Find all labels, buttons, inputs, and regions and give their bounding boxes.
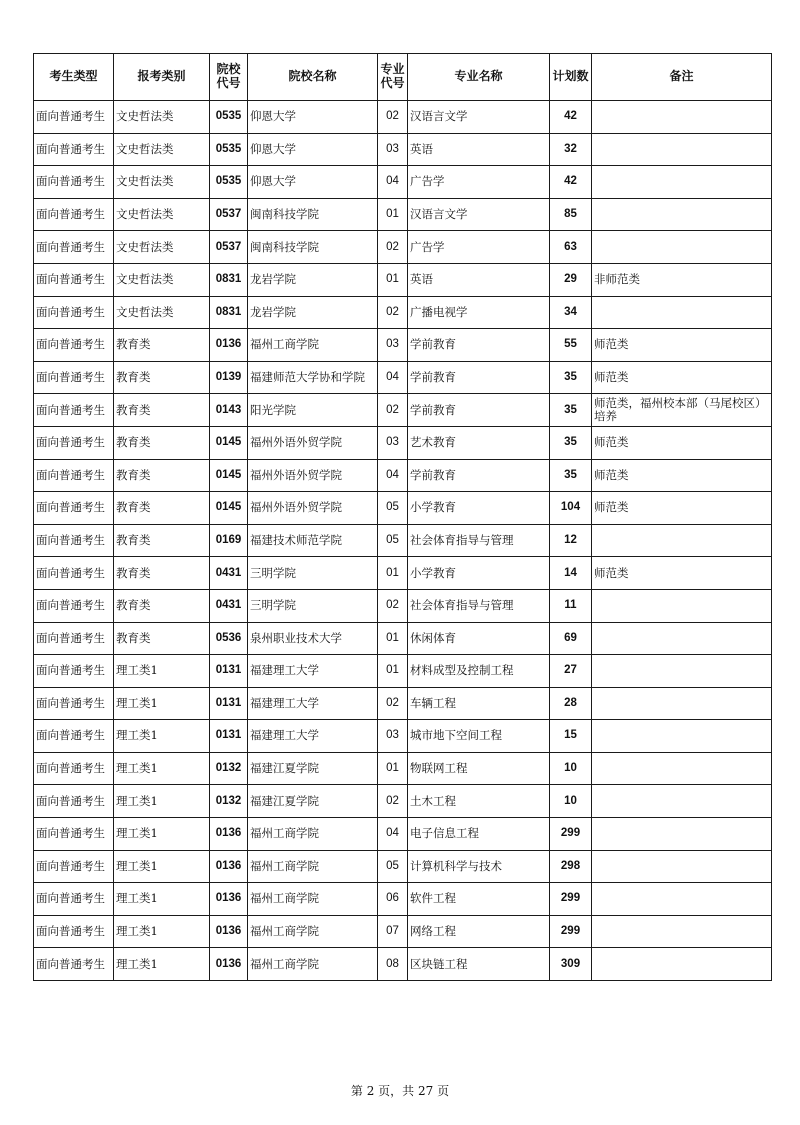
major-code-cell: 02 <box>378 394 408 427</box>
note-cell <box>592 231 772 264</box>
major-code-cell: 05 <box>378 850 408 883</box>
note-cell: 师范类 <box>592 459 772 492</box>
header-major-name: 专业名称 <box>408 54 550 101</box>
table-row <box>34 329 772 362</box>
school-name-cell: 三明学院 <box>248 589 378 622</box>
school-name-cell: 福州工商学院 <box>248 948 378 981</box>
note-cell <box>592 296 772 329</box>
major-code-cell: 03 <box>378 133 408 166</box>
exam-category-cell: 理工类1 <box>114 655 210 688</box>
table-row <box>34 263 772 296</box>
plan-count-cell: 35 <box>550 361 592 394</box>
student-type-cell: 面向普通考生 <box>34 361 114 394</box>
major-code-cell: 05 <box>378 524 408 557</box>
major-code-cell: 04 <box>378 361 408 394</box>
student-type-cell: 面向普通考生 <box>34 883 114 916</box>
table-row <box>34 915 772 948</box>
student-type-cell: 面向普通考生 <box>34 850 114 883</box>
plan-count-cell: 10 <box>550 752 592 785</box>
major-name-cell: 城市地下空间工程 <box>408 720 550 753</box>
header-plan: 计划数 <box>550 54 592 101</box>
major-code-cell: 04 <box>378 166 408 199</box>
plan-count-cell: 299 <box>550 915 592 948</box>
exam-category-cell: 教育类 <box>114 329 210 362</box>
student-type-cell: 面向普通考生 <box>34 720 114 753</box>
school-code-cell: 0136 <box>210 818 248 851</box>
note-cell <box>592 687 772 720</box>
plan-count-cell: 14 <box>550 557 592 590</box>
school-code-cell: 0139 <box>210 361 248 394</box>
note-cell: 师范类 <box>592 426 772 459</box>
school-name-cell: 福州外语外贸学院 <box>248 426 378 459</box>
major-code-cell: 02 <box>378 231 408 264</box>
note-cell <box>592 785 772 818</box>
exam-category-cell: 文史哲法类 <box>114 231 210 264</box>
exam-category-cell: 理工类1 <box>114 687 210 720</box>
school-code-cell: 0145 <box>210 426 248 459</box>
exam-category-cell: 文史哲法类 <box>114 263 210 296</box>
school-code-cell: 0131 <box>210 655 248 688</box>
table-body <box>34 101 772 981</box>
major-name-cell: 电子信息工程 <box>408 818 550 851</box>
school-name-cell: 福建理工大学 <box>248 687 378 720</box>
school-code-cell: 0431 <box>210 557 248 590</box>
school-code-cell: 0535 <box>210 101 248 134</box>
student-type-cell: 面向普通考生 <box>34 198 114 231</box>
student-type-cell: 面向普通考生 <box>34 166 114 199</box>
school-code-cell: 0132 <box>210 752 248 785</box>
header-school-name: 院校名称 <box>248 54 378 101</box>
plan-count-cell: 69 <box>550 622 592 655</box>
major-name-cell: 英语 <box>408 133 550 166</box>
school-name-cell: 福建理工大学 <box>248 720 378 753</box>
school-code-cell: 0431 <box>210 589 248 622</box>
note-cell <box>592 915 772 948</box>
student-type-cell: 面向普通考生 <box>34 948 114 981</box>
plan-count-cell: 35 <box>550 426 592 459</box>
student-type-cell: 面向普通考生 <box>34 915 114 948</box>
note-cell: 师范类 <box>592 329 772 362</box>
student-type-cell: 面向普通考生 <box>34 622 114 655</box>
header-row <box>34 54 772 101</box>
exam-category-cell: 教育类 <box>114 589 210 622</box>
plan-count-cell: 11 <box>550 589 592 622</box>
table-row <box>34 589 772 622</box>
school-name-cell: 仰恩大学 <box>248 133 378 166</box>
plan-count-cell: 299 <box>550 883 592 916</box>
plan-count-cell: 63 <box>550 231 592 264</box>
school-code-cell: 0145 <box>210 459 248 492</box>
major-code-cell: 02 <box>378 101 408 134</box>
header-exam-category: 报考类别 <box>114 54 210 101</box>
note-cell <box>592 101 772 134</box>
school-code-cell: 0536 <box>210 622 248 655</box>
major-name-cell: 小学教育 <box>408 492 550 525</box>
exam-category-cell: 文史哲法类 <box>114 166 210 199</box>
student-type-cell: 面向普通考生 <box>34 101 114 134</box>
major-code-cell: 04 <box>378 818 408 851</box>
note-cell: 非师范类 <box>592 263 772 296</box>
table-row <box>34 850 772 883</box>
school-code-cell: 0131 <box>210 687 248 720</box>
student-type-cell: 面向普通考生 <box>34 655 114 688</box>
note-cell <box>592 198 772 231</box>
exam-category-cell: 理工类1 <box>114 948 210 981</box>
exam-category-cell: 教育类 <box>114 622 210 655</box>
plan-count-cell: 35 <box>550 459 592 492</box>
exam-category-cell: 教育类 <box>114 394 210 427</box>
student-type-cell: 面向普通考生 <box>34 231 114 264</box>
school-code-cell: 0535 <box>210 133 248 166</box>
major-code-cell: 06 <box>378 883 408 916</box>
plan-count-cell: 35 <box>550 394 592 427</box>
major-name-cell: 广告学 <box>408 166 550 199</box>
table-row <box>34 557 772 590</box>
major-code-cell: 01 <box>378 622 408 655</box>
school-name-cell: 闽南科技学院 <box>248 198 378 231</box>
exam-category-cell: 理工类1 <box>114 785 210 818</box>
school-code-cell: 0136 <box>210 850 248 883</box>
plan-count-cell: 104 <box>550 492 592 525</box>
major-name-cell: 学前教育 <box>408 329 550 362</box>
table-row <box>34 948 772 981</box>
major-code-cell: 02 <box>378 589 408 622</box>
exam-category-cell: 理工类1 <box>114 818 210 851</box>
major-code-cell: 01 <box>378 198 408 231</box>
school-name-cell: 龙岩学院 <box>248 263 378 296</box>
table-row <box>34 296 772 329</box>
exam-category-cell: 理工类1 <box>114 915 210 948</box>
student-type-cell: 面向普通考生 <box>34 394 114 427</box>
exam-category-cell: 文史哲法类 <box>114 101 210 134</box>
school-name-cell: 福州外语外贸学院 <box>248 459 378 492</box>
major-code-cell: 01 <box>378 655 408 688</box>
school-name-cell: 福州工商学院 <box>248 883 378 916</box>
school-code-cell: 0131 <box>210 720 248 753</box>
table-row <box>34 101 772 134</box>
plan-count-cell: 32 <box>550 133 592 166</box>
note-cell <box>592 622 772 655</box>
note-cell <box>592 948 772 981</box>
note-cell: 师范类 <box>592 492 772 525</box>
school-name-cell: 泉州职业技术大学 <box>248 622 378 655</box>
school-name-cell: 闽南科技学院 <box>248 231 378 264</box>
major-code-cell: 01 <box>378 263 408 296</box>
note-cell <box>592 524 772 557</box>
student-type-cell: 面向普通考生 <box>34 687 114 720</box>
header-major-code: 专业代号 <box>378 54 408 101</box>
school-code-cell: 0145 <box>210 492 248 525</box>
major-name-cell: 材料成型及控制工程 <box>408 655 550 688</box>
table-row <box>34 361 772 394</box>
school-code-cell: 0169 <box>210 524 248 557</box>
major-code-cell: 03 <box>378 426 408 459</box>
major-code-cell: 04 <box>378 459 408 492</box>
major-code-cell: 07 <box>378 915 408 948</box>
major-code-cell: 03 <box>378 329 408 362</box>
school-name-cell: 福州工商学院 <box>248 329 378 362</box>
exam-category-cell: 理工类1 <box>114 720 210 753</box>
page-footer: 第 2 页，共 27 页 <box>350 1084 450 1098</box>
exam-category-cell: 理工类1 <box>114 752 210 785</box>
major-code-cell: 02 <box>378 687 408 720</box>
student-type-cell: 面向普通考生 <box>34 557 114 590</box>
plan-count-cell: 42 <box>550 166 592 199</box>
major-code-cell: 01 <box>378 752 408 785</box>
table-row <box>34 198 772 231</box>
plan-count-cell: 298 <box>550 850 592 883</box>
student-type-cell: 面向普通考生 <box>34 524 114 557</box>
major-name-cell: 汉语言文学 <box>408 198 550 231</box>
header-note: 备注 <box>592 54 772 101</box>
school-code-cell: 0831 <box>210 296 248 329</box>
exam-category-cell: 教育类 <box>114 524 210 557</box>
note-cell <box>592 589 772 622</box>
major-name-cell: 软件工程 <box>408 883 550 916</box>
school-name-cell: 福建江夏学院 <box>248 752 378 785</box>
school-name-cell: 福建技术师范学院 <box>248 524 378 557</box>
plan-count-cell: 55 <box>550 329 592 362</box>
student-type-cell: 面向普通考生 <box>34 263 114 296</box>
school-name-cell: 福建江夏学院 <box>248 785 378 818</box>
note-cell <box>592 883 772 916</box>
school-name-cell: 三明学院 <box>248 557 378 590</box>
note-cell <box>592 720 772 753</box>
exam-category-cell: 教育类 <box>114 459 210 492</box>
school-code-cell: 0537 <box>210 198 248 231</box>
exam-category-cell: 教育类 <box>114 492 210 525</box>
student-type-cell: 面向普通考生 <box>34 296 114 329</box>
table-row <box>34 687 772 720</box>
plan-count-cell: 299 <box>550 818 592 851</box>
major-name-cell: 学前教育 <box>408 459 550 492</box>
table-row <box>34 524 772 557</box>
note-cell <box>592 655 772 688</box>
student-type-cell: 面向普通考生 <box>34 752 114 785</box>
major-code-cell: 05 <box>378 492 408 525</box>
school-code-cell: 0537 <box>210 231 248 264</box>
major-name-cell: 汉语言文学 <box>408 101 550 134</box>
student-type-cell: 面向普通考生 <box>34 426 114 459</box>
note-cell: 师范类，福州校本部（马尾校区）培养 <box>592 394 772 427</box>
note-cell <box>592 166 772 199</box>
school-name-cell: 仰恩大学 <box>248 101 378 134</box>
major-name-cell: 艺术教育 <box>408 426 550 459</box>
plan-count-cell: 28 <box>550 687 592 720</box>
plan-count-cell: 85 <box>550 198 592 231</box>
exam-category-cell: 理工类1 <box>114 883 210 916</box>
major-name-cell: 广播电视学 <box>408 296 550 329</box>
school-code-cell: 0831 <box>210 263 248 296</box>
plan-count-cell: 12 <box>550 524 592 557</box>
major-code-cell: 03 <box>378 720 408 753</box>
student-type-cell: 面向普通考生 <box>34 589 114 622</box>
school-name-cell: 福州外语外贸学院 <box>248 492 378 525</box>
student-type-cell: 面向普通考生 <box>34 133 114 166</box>
major-name-cell: 土木工程 <box>408 785 550 818</box>
table-row <box>34 883 772 916</box>
school-code-cell: 0136 <box>210 915 248 948</box>
school-name-cell: 阳光学院 <box>248 394 378 427</box>
exam-category-cell: 教育类 <box>114 426 210 459</box>
student-type-cell: 面向普通考生 <box>34 329 114 362</box>
plan-count-cell: 29 <box>550 263 592 296</box>
table-row <box>34 622 772 655</box>
note-cell <box>592 818 772 851</box>
major-name-cell: 小学教育 <box>408 557 550 590</box>
school-name-cell: 龙岩学院 <box>248 296 378 329</box>
plan-count-cell: 42 <box>550 101 592 134</box>
school-name-cell: 福建理工大学 <box>248 655 378 688</box>
table-row <box>34 720 772 753</box>
note-cell <box>592 752 772 785</box>
major-name-cell: 休闲体育 <box>408 622 550 655</box>
header-student-type: 考生类型 <box>34 54 114 101</box>
table-row <box>34 166 772 199</box>
table-row <box>34 492 772 525</box>
table-row <box>34 133 772 166</box>
exam-category-cell: 文史哲法类 <box>114 296 210 329</box>
student-type-cell: 面向普通考生 <box>34 459 114 492</box>
major-name-cell: 学前教育 <box>408 361 550 394</box>
plan-count-cell: 15 <box>550 720 592 753</box>
major-code-cell: 01 <box>378 557 408 590</box>
table-row <box>34 394 772 427</box>
major-name-cell: 广告学 <box>408 231 550 264</box>
exam-category-cell: 教育类 <box>114 361 210 394</box>
table-row <box>34 752 772 785</box>
school-code-cell: 0136 <box>210 948 248 981</box>
major-name-cell: 社会体育指导与管理 <box>408 524 550 557</box>
header-school-code: 院校代号 <box>210 54 248 101</box>
table-header <box>34 54 772 101</box>
note-cell: 师范类 <box>592 361 772 394</box>
school-code-cell: 0136 <box>210 883 248 916</box>
exam-category-cell: 文史哲法类 <box>114 198 210 231</box>
table-row <box>34 231 772 264</box>
major-name-cell: 网络工程 <box>408 915 550 948</box>
school-name-cell: 福州工商学院 <box>248 850 378 883</box>
school-name-cell: 仰恩大学 <box>248 166 378 199</box>
major-code-cell: 02 <box>378 296 408 329</box>
note-cell: 师范类 <box>592 557 772 590</box>
table-row <box>34 818 772 851</box>
plan-count-cell: 27 <box>550 655 592 688</box>
exam-category-cell: 理工类1 <box>114 850 210 883</box>
school-code-cell: 0143 <box>210 394 248 427</box>
plan-count-cell: 309 <box>550 948 592 981</box>
plan-count-cell: 34 <box>550 296 592 329</box>
table-row <box>34 655 772 688</box>
school-name-cell: 福州工商学院 <box>248 818 378 851</box>
major-name-cell: 区块链工程 <box>408 948 550 981</box>
school-code-cell: 0132 <box>210 785 248 818</box>
student-type-cell: 面向普通考生 <box>34 492 114 525</box>
major-name-cell: 学前教育 <box>408 394 550 427</box>
table-row <box>34 459 772 492</box>
major-name-cell: 英语 <box>408 263 550 296</box>
school-code-cell: 0535 <box>210 166 248 199</box>
plan-count-cell: 10 <box>550 785 592 818</box>
exam-category-cell: 教育类 <box>114 557 210 590</box>
major-name-cell: 车辆工程 <box>408 687 550 720</box>
table-row <box>34 785 772 818</box>
student-type-cell: 面向普通考生 <box>34 818 114 851</box>
enrollment-plan-table <box>33 53 772 981</box>
school-name-cell: 福州工商学院 <box>248 915 378 948</box>
note-cell <box>592 133 772 166</box>
student-type-cell: 面向普通考生 <box>34 785 114 818</box>
school-name-cell: 福建师范大学协和学院 <box>248 361 378 394</box>
exam-category-cell: 文史哲法类 <box>114 133 210 166</box>
major-name-cell: 社会体育指导与管理 <box>408 589 550 622</box>
major-code-cell: 08 <box>378 948 408 981</box>
major-code-cell: 02 <box>378 785 408 818</box>
major-name-cell: 物联网工程 <box>408 752 550 785</box>
school-code-cell: 0136 <box>210 329 248 362</box>
major-name-cell: 计算机科学与技术 <box>408 850 550 883</box>
note-cell <box>592 850 772 883</box>
table-row <box>34 426 772 459</box>
